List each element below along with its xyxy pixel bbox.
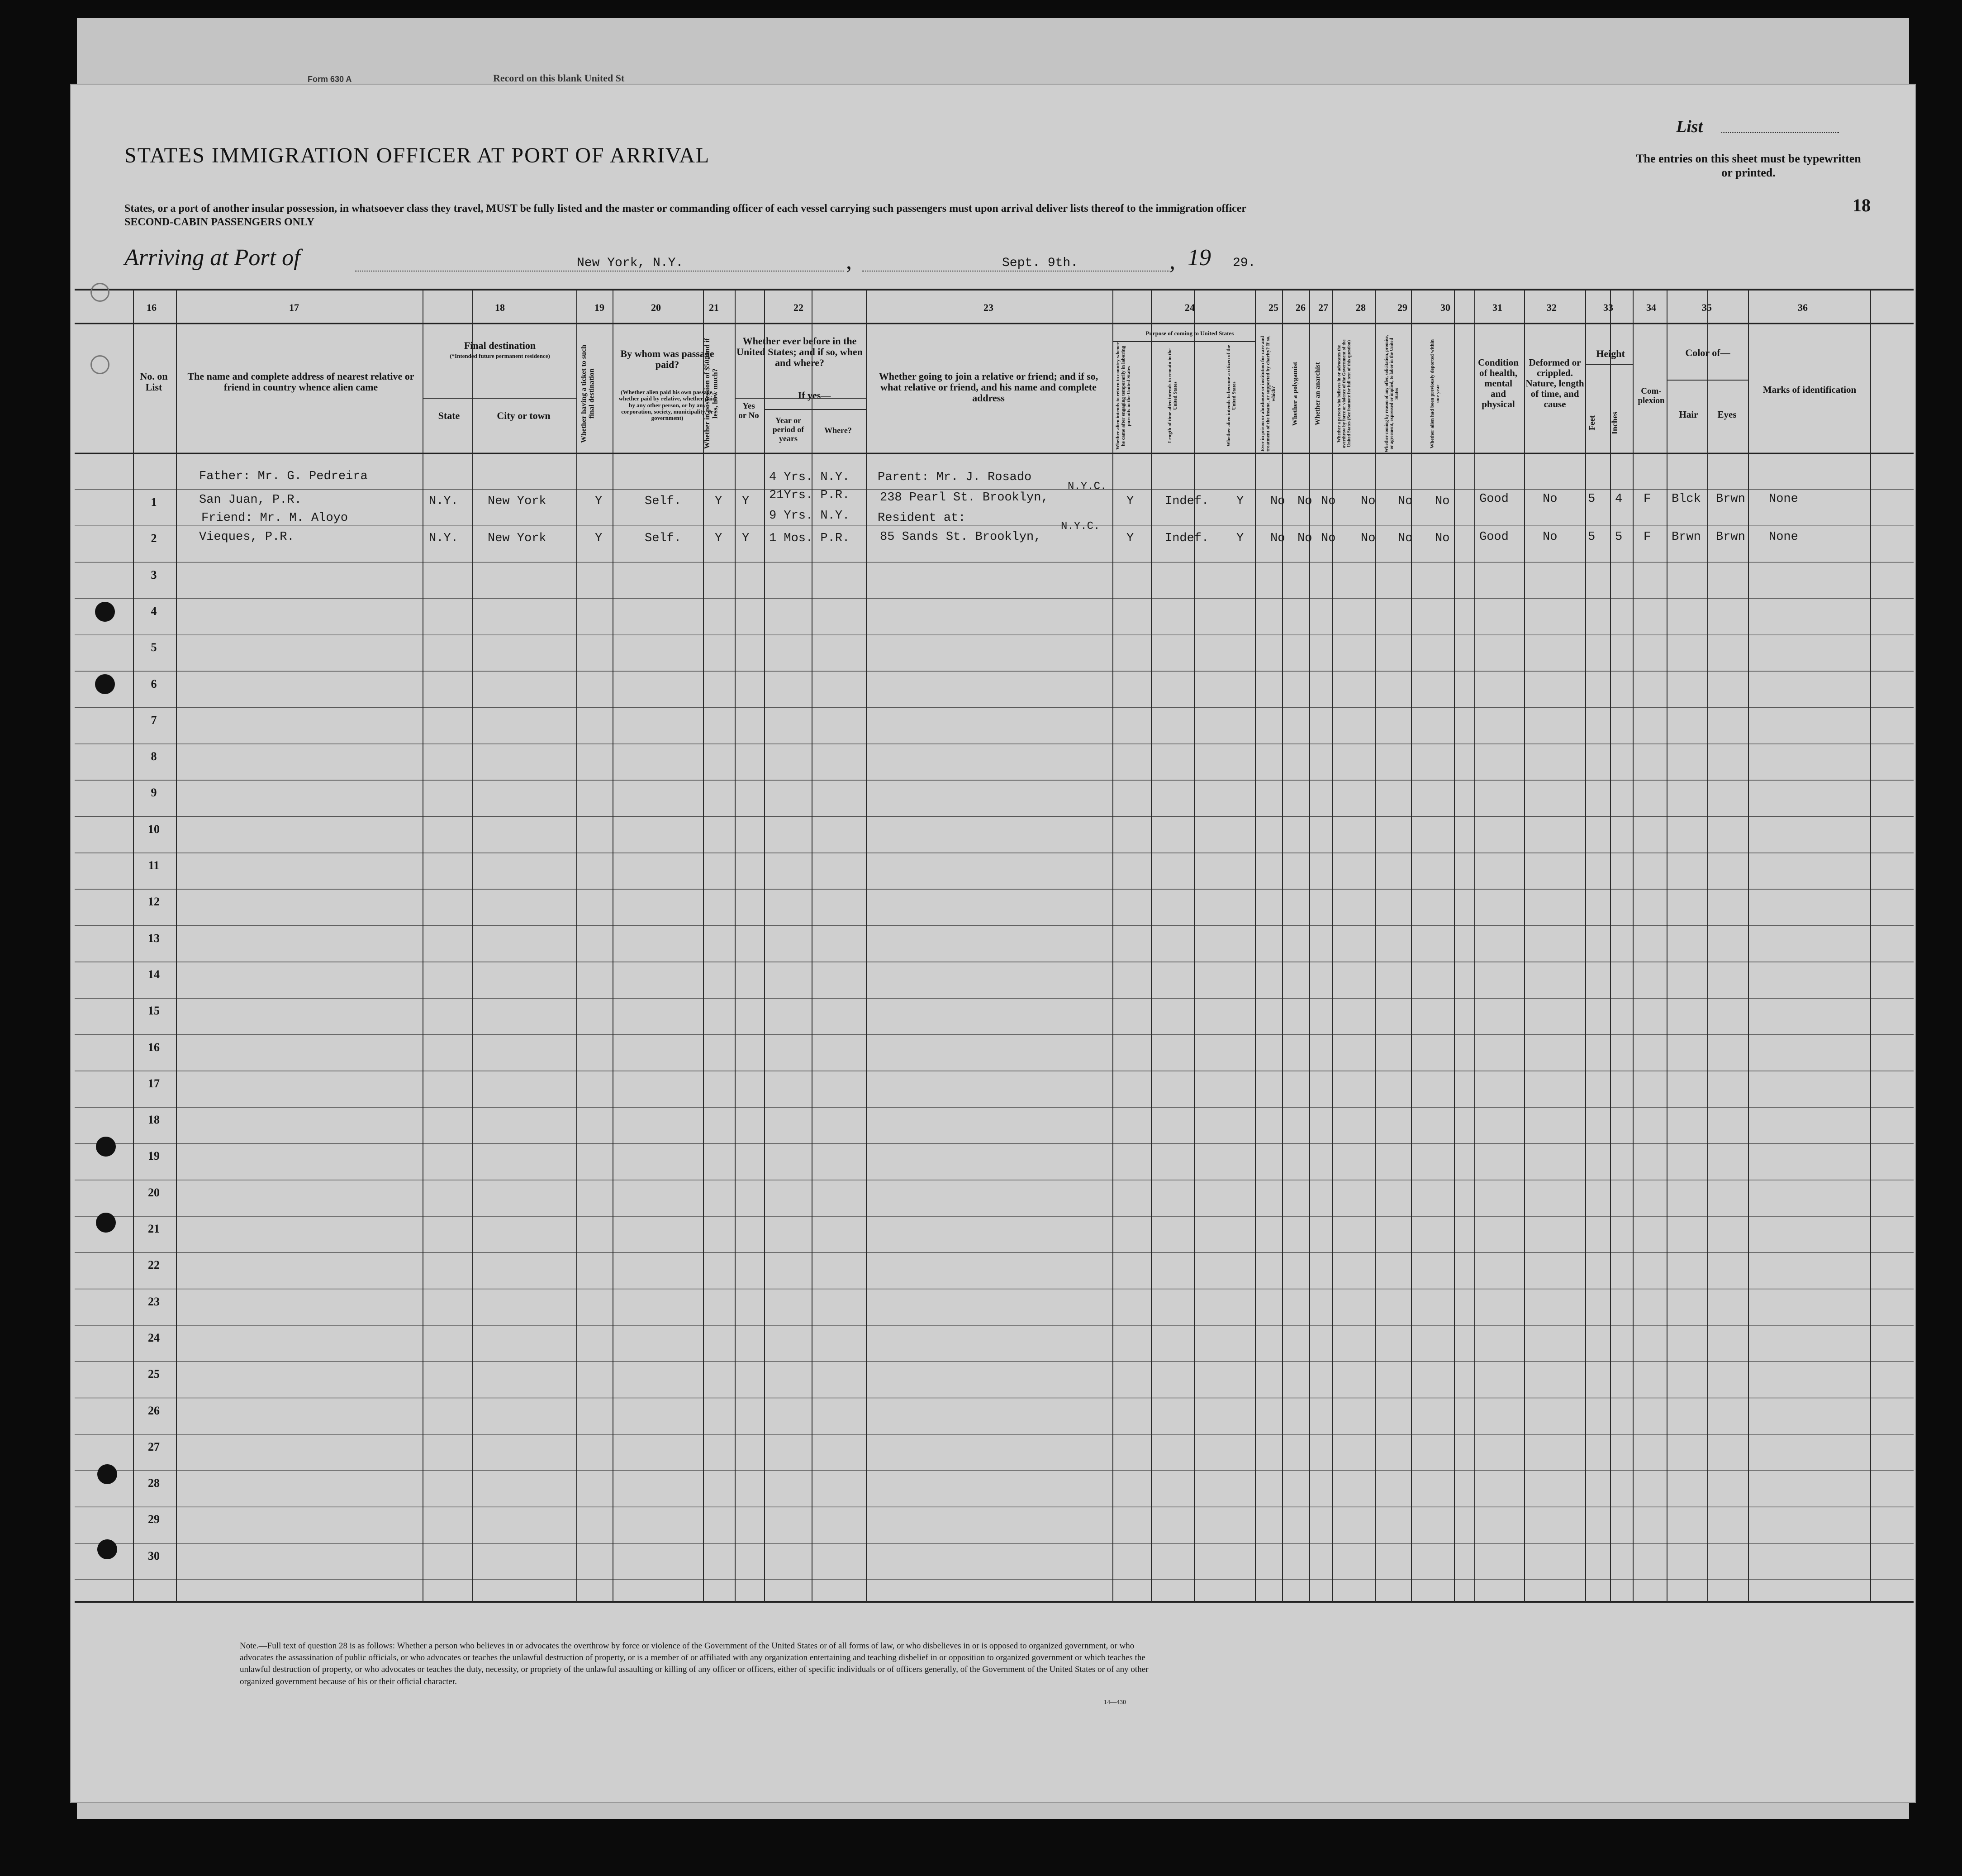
- entry-1-eyes: Brwn: [1716, 492, 1745, 506]
- row-number: 6: [151, 677, 157, 690]
- row-number: 2: [151, 532, 157, 545]
- entry-2-citizen: Y: [1236, 532, 1244, 545]
- entry-2-city: New York: [488, 532, 546, 545]
- form-code: 14—430: [1104, 1699, 1126, 1706]
- entry-2-before-yes-no: Y: [742, 532, 750, 545]
- header-if-yes: If yes—: [798, 390, 831, 401]
- entry-1-money: Y: [715, 495, 722, 508]
- entry-2-inches: 5: [1615, 530, 1623, 544]
- entry-2-hair: Brwn: [1672, 530, 1701, 544]
- header-period: Year or period of years: [772, 416, 804, 443]
- arriving-label: Arriving at Port of: [124, 245, 300, 271]
- header-purpose: Purpose of coming to United States: [1145, 330, 1234, 337]
- entry-1-before-period: 4 Yrs. N.Y.: [769, 471, 850, 484]
- column-number: 31: [1492, 302, 1502, 313]
- row-number: 4: [151, 604, 157, 618]
- entry-1-citizen: Y: [1236, 495, 1244, 508]
- column-number: 33: [1603, 302, 1613, 313]
- entry-2-eyes: Brwn: [1716, 530, 1745, 544]
- list-label: List: [1676, 117, 1703, 136]
- entry-1-join-city: N.Y.C.: [1068, 481, 1107, 493]
- header-final-destination-note: (*Intended future permanent residence): [450, 352, 550, 359]
- entry-1-overthrow: No: [1361, 495, 1376, 508]
- entry-2-paid-by: Self.: [645, 532, 682, 545]
- header-where: Where?: [824, 426, 852, 435]
- header-state: State: [438, 410, 460, 421]
- comma: ,: [846, 248, 852, 274]
- row-number: 17: [148, 1076, 160, 1090]
- header-citizen: Whether alien intends to become a citizen of the United States: [1226, 345, 1237, 447]
- column-number: 30: [1440, 302, 1450, 313]
- entry-2-feet: 5: [1588, 530, 1596, 544]
- row-number: 19: [148, 1149, 160, 1163]
- back-form-label: Form 630 A: [308, 75, 352, 84]
- header-eyes: Eyes: [1717, 409, 1737, 420]
- row-number: 5: [151, 641, 157, 654]
- header-paid-by: By whom was passage paid?: [620, 348, 714, 371]
- header-health: Condition of health, mental and physical: [1478, 357, 1519, 410]
- row-number: 1: [151, 495, 157, 509]
- entry-2-ticket: Y: [595, 532, 603, 545]
- entry-2-labor-offer: No: [1398, 532, 1413, 545]
- entry-1-join-line2: 238 Pearl St. Brooklyn,: [880, 491, 1049, 505]
- entry-1-relative-line2: San Juan, P.R.: [199, 493, 302, 507]
- header-before-in-us: Whether ever before in the United States; and if so, when and where?: [736, 335, 863, 369]
- header-feet: Feet: [1587, 415, 1596, 431]
- header-overthrow: Whether a person who believes in or advocates the overthrow by force or violence of the Government of the United States (See footnote for full text of this question): [1337, 339, 1352, 448]
- header-money: Whether in possession of $50, and if less, how much?: [703, 338, 719, 449]
- header-relative: The name and complete address of nearest relative or friend in country whence alien came: [187, 371, 414, 393]
- entry-1-before-period2: 21Yrs. P.R.: [769, 489, 850, 502]
- entry-2-anarchist: No: [1321, 532, 1336, 545]
- header-inches: Inches: [1610, 412, 1619, 435]
- entry-1-return-intent: Y: [1126, 495, 1134, 508]
- row-number: 20: [148, 1186, 160, 1199]
- entry-1-complexion: F: [1644, 492, 1651, 506]
- entry-1-length-stay: Indef.: [1165, 495, 1209, 508]
- column-number: 28: [1356, 302, 1366, 313]
- row-number: 7: [151, 713, 157, 727]
- row-number: 16: [148, 1040, 160, 1054]
- column-number: 23: [983, 302, 993, 313]
- entry-2-complexion: F: [1644, 530, 1651, 544]
- header-final-destination: Final destination: [464, 340, 536, 351]
- sheet-number: 18: [1853, 195, 1871, 215]
- row-number: 13: [148, 931, 160, 945]
- entry-1-feet: 5: [1588, 492, 1596, 506]
- header-yes-no: Yes or No: [738, 401, 759, 420]
- entry-2-return-intent: Y: [1126, 532, 1134, 545]
- row-number: 25: [148, 1367, 160, 1381]
- column-number: 35: [1702, 302, 1712, 313]
- entry-2-money: Y: [715, 532, 722, 545]
- entry-2-relative-line1: Friend: Mr. M. Aloyo: [201, 511, 348, 525]
- header-return-intent: Whether alien intends to return to country whence he came after engaging temporarily in laboring pursuits in the United States: [1115, 342, 1132, 450]
- entry-2-marks: None: [1769, 530, 1798, 544]
- row-number: 18: [148, 1113, 160, 1127]
- header-polygamist: Whether a polygamist: [1292, 362, 1299, 426]
- entry-2-join-line1: Resident at:: [878, 511, 966, 525]
- entry-2-overthrow: No: [1361, 532, 1376, 545]
- entry-2-health: Good: [1479, 530, 1509, 544]
- row-number: 9: [151, 786, 157, 800]
- column-number: 29: [1397, 302, 1407, 313]
- binder-ring: [90, 283, 109, 302]
- punch-hole: [97, 1539, 117, 1559]
- back-record-text: Record on this blank United St: [493, 72, 625, 84]
- entry-2-join-line2: 85 Sands St. Brooklyn,: [880, 530, 1041, 544]
- entry-1-anarchist: No: [1321, 495, 1336, 508]
- punch-hole: [95, 602, 115, 622]
- entry-1-deformed: No: [1543, 492, 1558, 506]
- header-color-of: Color of—: [1685, 347, 1730, 358]
- header-hair: Hair: [1679, 409, 1698, 420]
- entry-1-hair: Blck: [1672, 492, 1701, 506]
- row-number: 24: [148, 1331, 160, 1344]
- entry-2-join-city: N.Y.C.: [1061, 520, 1100, 533]
- year-suffix: 29.: [1233, 256, 1256, 270]
- column-number: 18: [495, 302, 505, 313]
- entry-2-prison: No: [1270, 532, 1285, 545]
- entry-2-before-period: 9 Yrs. N.Y.: [769, 509, 850, 523]
- column-number: 34: [1646, 302, 1656, 313]
- header-city: City or town: [497, 410, 551, 421]
- column-number: 19: [594, 302, 604, 313]
- entry-2-state: N.Y.: [429, 532, 458, 545]
- header-anarchist: Whether an anarchist: [1314, 362, 1321, 425]
- row-number: 21: [148, 1222, 160, 1235]
- row-number: 29: [148, 1513, 160, 1526]
- entry-1-inches: 4: [1615, 492, 1623, 506]
- header-height: Height: [1596, 348, 1625, 359]
- row-number: 23: [148, 1295, 160, 1308]
- header-length-stay: Length of time alien intends to remain in the United States: [1167, 348, 1178, 443]
- column-number: 32: [1547, 302, 1557, 313]
- entry-1-before-yes-no: Y: [742, 495, 750, 508]
- column-number: 36: [1798, 302, 1808, 313]
- punch-hole: [96, 1213, 116, 1233]
- row-number: 15: [148, 1004, 160, 1018]
- footnote-question-28: Note.—Full text of question 28 is as follows: Whether a person who believes in or advocates the overthrow by force or violence of the Government of the United States or of all forms of law, or who disbelieves in or is opposed to organized government, or who advocates the assassination of public officials, or who advocates or teaches the unlawful destruction of property, or is a member of or affiliated with any organization entertaining and teaching disbelief in or opposition to organized government or which teaches the unlawful destruction of property, or who advocates or teaches the duty, necessity, or propriety of the unlawful assaulting or killing of any officer or officers, either of specific individuals or of officers generally, of the Government of the United States or of any other organized government because of his or their official character.: [240, 1641, 1149, 1686]
- column-number: 24: [1185, 302, 1195, 313]
- row-number: 10: [148, 822, 160, 836]
- column-number: 25: [1268, 302, 1278, 313]
- row-number: 8: [151, 750, 157, 763]
- entry-1-ticket: Y: [595, 495, 603, 508]
- entry-2-deformed: No: [1543, 530, 1558, 544]
- row-number: 22: [148, 1258, 160, 1272]
- entry-1-labor-offer: No: [1398, 495, 1413, 508]
- punch-hole: [95, 674, 115, 694]
- column-number: 21: [709, 302, 719, 313]
- page-title: STATES IMMIGRATION OFFICER AT PORT OF ARRIVAL: [124, 143, 710, 167]
- row-number: 14: [148, 967, 160, 981]
- entry-1-city: New York: [488, 495, 546, 508]
- header-prison: Ever in prison or almshouse or institution for care and treatment of the insane, or supported by charity? If so, which?: [1260, 335, 1277, 452]
- entry-1-deported: No: [1435, 495, 1450, 508]
- entry-2-length-stay: Indef.: [1165, 532, 1209, 545]
- header-no-on-list: No. on List: [140, 371, 168, 393]
- column-number: 16: [147, 302, 157, 313]
- punch-hole: [96, 1137, 116, 1157]
- entry-2-polygamist: No: [1297, 532, 1312, 545]
- row-number: 28: [148, 1476, 160, 1490]
- header-deported: Whether alien had been previously deported within one year: [1430, 339, 1441, 448]
- comma: ,: [1169, 248, 1175, 274]
- entry-2-before-period2: 1 Mos. P.R.: [769, 532, 850, 545]
- column-number: 22: [793, 302, 803, 313]
- entry-1-state: N.Y.: [429, 495, 458, 508]
- column-number: 27: [1318, 302, 1328, 313]
- binder-ring: [90, 355, 109, 374]
- header-labor-offer: Whether coming by reason of any offer, solicitation, promise, or agreement, expressed or implied, to labor in the United States: [1384, 335, 1399, 452]
- instructions-text: States, or a port of another insular possession, in whatsoever class they travel, MUST be fully listed and the master or commanding officer of each vessel carrying such passengers must upon arrival deliver lists thereof to the immigration officer: [124, 203, 1247, 214]
- row-number: 27: [148, 1440, 160, 1453]
- entry-1-prison: No: [1270, 495, 1285, 508]
- row-number: 11: [148, 859, 160, 872]
- entries-note: The entries on this sheet must be typewritten or printed.: [1636, 152, 1861, 180]
- header-paid-by-note: (Whether alien paid his own passage, whether paid by relative, whether paid by any other person, or by any corporation, society, municipality, or government): [618, 389, 716, 422]
- row-number: 26: [148, 1404, 160, 1417]
- entry-1-paid-by: Self.: [645, 495, 682, 508]
- year-prefix: 19: [1188, 245, 1211, 271]
- passenger-class: SECOND-CABIN PASSENGERS ONLY: [124, 216, 315, 228]
- header-deformed: Deformed or crippled. Nature, length of time, and cause: [1525, 357, 1584, 410]
- entry-2-deported: No: [1435, 532, 1450, 545]
- column-number: 17: [289, 302, 299, 313]
- entry-1-join-line1: Parent: Mr. J. Rosado: [878, 471, 1032, 484]
- row-number: 3: [151, 568, 157, 581]
- port-value: New York, N.Y.: [577, 256, 684, 270]
- column-number: 26: [1296, 302, 1306, 313]
- entry-1-health: Good: [1479, 492, 1509, 506]
- entry-1-marks: None: [1769, 492, 1798, 506]
- column-number: 20: [651, 302, 661, 313]
- entry-2-relative-line2: Vieques, P.R.: [199, 530, 295, 544]
- header-complexion: Com-plexion: [1638, 386, 1665, 405]
- header-ticket: Whether having a ticket to such final destination: [580, 344, 596, 443]
- row-number: 12: [148, 895, 160, 909]
- punch-hole: [97, 1464, 117, 1484]
- entry-1-polygamist: No: [1297, 495, 1312, 508]
- date-value: Sept. 9th.: [1002, 256, 1078, 270]
- header-join-relative: Whether going to join a relative or friend; and if so, what relative or friend, and his name and complete address: [879, 371, 1098, 404]
- header-marks: Marks of identification: [1762, 384, 1857, 395]
- row-number: 30: [148, 1549, 160, 1562]
- entry-1-relative-line1: Father: Mr. G. Pedreira: [199, 470, 368, 483]
